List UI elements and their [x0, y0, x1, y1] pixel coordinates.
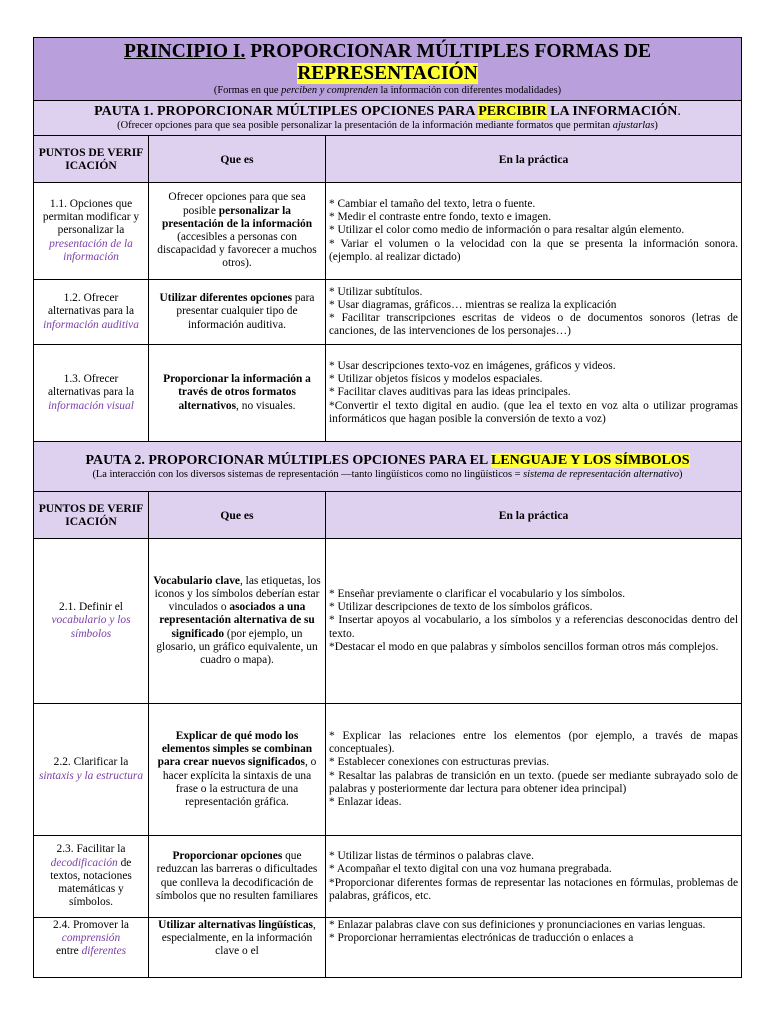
table-row-1-1 — [34, 183, 742, 280]
definition-text: Ofrecer opciones para que sea posible — [168, 191, 306, 217]
column-header-puntos: PUNTOS DE VERIFICACIÓN — [34, 492, 149, 539]
practice-2-4 — [326, 918, 742, 978]
pauta2-sub-italic: sistema de representación alternativo — [523, 468, 680, 480]
definition-text-2: para presentar cualquier tipo de información auditiva. — [176, 292, 315, 331]
practice-item: * Usar descripciones texto-voz en imágenes, gráficos y videos. — [329, 359, 616, 372]
definition-bold: Utilizar diferentes opciones — [159, 292, 292, 305]
practice-item: *Destacar el modo en que palabras y símbolos sencillos forman otros más complejos. — [329, 640, 719, 653]
checkpoint-2-2 — [34, 704, 149, 836]
principle-title — [37, 41, 738, 85]
table-row-1-2 — [34, 280, 742, 345]
practice-item: *Proporcionar diferentes formas de representar las notaciones en fórmulas, problemas de palabras, gráficos, etc. — [329, 876, 738, 902]
definition-bold: Vocabulario clave — [153, 574, 240, 587]
practice-item: * Facilitar transcripciones escritas de videos o de documentos sonoros (letras de canciones, de las intervenciones de los personajes…) — [329, 312, 738, 338]
checkpoint-text: 2.2. Clarificar la — [53, 756, 129, 769]
checkpoint-italic: sintaxis y la estructura — [38, 769, 144, 782]
column-header-row-2 — [34, 492, 742, 539]
pauta1-title-highlight: PERCIBIR — [478, 104, 547, 120]
checkpoint-text: 1.1. Opciones que permitan modificar y personalizar la — [42, 197, 140, 237]
pauta1-subtitle — [37, 120, 738, 132]
practice-item: * Utilizar descripciones de texto de los símbolos gráficos. — [329, 601, 593, 614]
principle-header-row — [34, 38, 742, 101]
table-row-2-3 — [34, 836, 742, 918]
practice-item: * Enlazar ideas. — [329, 795, 402, 808]
pauta2-header — [34, 442, 742, 492]
column-header-puntos: PUNTOS DE VERIFICACIÓN — [34, 136, 149, 183]
table-row-2-1 — [34, 539, 742, 704]
practice-item: * Enlazar palabras clave con sus definiciones y pronunciaciones en varias lenguas. — [329, 919, 706, 931]
principle-title-highlight: REPRESENTACIÓN — [297, 63, 478, 85]
practice-item: * Utilizar listas de términos o palabras clave. — [329, 850, 534, 863]
pauta2-subtitle — [37, 469, 738, 481]
document-table-wrapper — [33, 37, 741, 978]
practice-1-3 — [326, 345, 742, 442]
practice-1-2 — [326, 280, 742, 345]
pauta2-title — [37, 453, 738, 469]
definition-text-2: , no visuales. — [236, 399, 296, 412]
practice-item: * Variar el volumen o la velocidad con la que se presenta la información sonora. (ejemplo. al realizar dictado) — [329, 237, 738, 263]
checkpoint-2-3 — [34, 836, 149, 918]
practice-item: * Utilizar subtítulos. — [329, 285, 423, 298]
principle-sub-a: (Formas en que — [213, 85, 282, 97]
practice-2-1 — [326, 539, 742, 704]
checkpoint-italic: presentación de la información — [49, 237, 133, 263]
practice-item: * Establecer conexiones con estructuras previas. — [329, 756, 550, 769]
definition-bold: asociados a una representación alternativa de su significado — [159, 601, 315, 640]
checkpoint-text-2: de textos, notaciones matemáticas y símbolos. — [50, 856, 132, 909]
definition-bold: Utilizar alternativas lingüísticas — [158, 919, 313, 931]
principle-sub-c: la información con diferentes modalidades) — [377, 85, 562, 97]
practice-item: * Facilitar claves auditivas para las ideas principales. — [329, 386, 571, 399]
definition-text: , o hacer explícita la sintaxis de una frase o la estructura de una representación gráfica. — [162, 756, 317, 808]
pauta2-title-highlight: LENGUAJE Y LOS SÍMBOLOS — [491, 452, 690, 468]
checkpoint-italic-2: diferentes — [81, 945, 127, 958]
pauta1-title-a: PAUTA 1. PROPORCIONAR MÚLTIPLES OPCIONES PARA — [94, 104, 479, 120]
checkpoint-text: 1.2. Ofrecer alternativas para la — [47, 292, 134, 318]
checkpoint-text: 2.4. Promover la — [53, 919, 129, 931]
checkpoint-text-2: entre — [55, 945, 82, 958]
definition-text: (por ejemplo, un glosario, un gráfico equivalente, un cuadro o mapa). — [156, 627, 318, 666]
definition-2-2 — [149, 704, 326, 836]
practice-item: * Insertar apoyos al vocabulario, a los símbolos y a referencias desconocidas dentro del texto. — [329, 614, 738, 640]
principle-header — [34, 38, 742, 101]
definition-text: , las etiquetas, los iconos y los símbolos deberían estar vinculados o — [154, 574, 321, 614]
practice-item: * Proporcionar herramientas electrónicas de traducción o enlaces a — [329, 932, 634, 945]
checkpoint-italic: información visual — [48, 399, 134, 412]
practice-item: * Acompañar el texto digital con una voz humana pregrabada. — [329, 863, 612, 876]
definition-1-3 — [149, 345, 326, 442]
principle-sub-italic: perciben y comprenden — [281, 85, 378, 97]
column-header-practica: En la práctica — [326, 136, 742, 183]
practice-item: * Resaltar las palabras de transición en un texto. (puede ser mediante subrayado solo de palabras y posteriormente dar lectura para obtener idea principal) — [329, 769, 738, 795]
pauta1-title-d: . — [677, 104, 681, 120]
definition-bold: Explicar de qué modo los elementos simples se combinan para crear nuevos significados — [157, 729, 313, 769]
pauta1-header — [34, 101, 742, 136]
definition-2-1 — [149, 539, 326, 704]
practice-item: * Cambiar el tamaño del texto, letra o fuente. — [329, 197, 536, 210]
column-header-practica: En la práctica — [326, 492, 742, 539]
checkpoint-italic: información auditiva — [43, 318, 139, 331]
definition-text: , especialmente, en la información clave o el — [161, 919, 316, 958]
principle-title-label: PRINCIPIO I. — [124, 41, 246, 63]
column-header-que-es: Que es — [149, 136, 326, 183]
principle-subtitle — [37, 85, 738, 97]
table-row-2-2 — [34, 704, 742, 836]
definition-2-3 — [149, 836, 326, 918]
pauta1-sub-italic: ajustarlas — [612, 120, 655, 132]
definition-text-2: (accesibles a personas con discapacidad y favorecer a muchos otros). — [157, 231, 317, 270]
checkpoint-text: 1.3. Ofrecer alternativas para la — [47, 373, 134, 399]
pauta1-sub-c: ) — [654, 120, 658, 132]
checkpoint-italic: decodificación — [50, 856, 118, 869]
practice-item: * Utilizar el color como medio de información o para resaltar algún elemento. — [329, 224, 685, 237]
definition-bold: Proporcionar opciones — [172, 850, 283, 863]
pauta1-sub-a: (Ofrecer opciones para que sea posible personalizar la presentación de la información mediante formatos que permitan — [117, 120, 613, 132]
definition-2-4 — [149, 918, 326, 978]
table-row-2-4 — [34, 918, 742, 978]
column-header-row-1 — [34, 136, 742, 183]
column-header-que-es: Que es — [149, 492, 326, 539]
definition-1-2 — [149, 280, 326, 345]
pauta1-header-row — [34, 101, 742, 136]
checkpoint-italic: comprensión — [61, 932, 121, 945]
checkpoint-2-4 — [34, 918, 149, 978]
practice-item: * Utilizar objetos físicos y modelos espaciales. — [329, 373, 543, 386]
practice-item: *Convertir el texto digital en audio. (que lea el texto en voz alta o utilizar programas informáticos que hagan posible la conversión de texto a voz) — [329, 399, 738, 425]
practice-item: * Medir el contraste entre fondo, texto e imagen. — [329, 211, 552, 224]
pauta2-header-row — [34, 442, 742, 492]
checkpoint-italic: vocabulario y los símbolos — [51, 614, 131, 640]
pauta1-title — [37, 104, 738, 120]
pauta2-title-a: PAUTA 2. PROPORCIONAR MÚLTIPLES OPCIONES PARA EL — [85, 452, 491, 468]
practice-item: * Explicar las relaciones entre los elementos (por ejemplo, a través de mapas conceptuales). — [329, 729, 738, 756]
practice-2-3 — [326, 836, 742, 918]
definition-1-1 — [149, 183, 326, 280]
principle-title-text: PROPORCIONAR MÚLTIPLES FORMAS DE — [245, 41, 651, 63]
table-row-1-3 — [34, 345, 742, 442]
pauta1-title-c: LA INFORMACIÓN — [546, 104, 678, 120]
practice-1-1 — [326, 183, 742, 280]
practice-item: * Enseñar previamente o clarificar el vocabulario y los símbolos. — [329, 587, 626, 600]
checkpoint-text: 2.1. Definir el — [59, 601, 123, 614]
checkpoint-1-3 — [34, 345, 149, 442]
definition-bold: Proporcionar la información a través de otros formatos alternativos — [163, 373, 311, 412]
checkpoint-1-1 — [34, 183, 149, 280]
checkpoint-2-1 — [34, 539, 149, 704]
checkpoint-text: 2.3. Facilitar la — [56, 843, 126, 856]
principle-table — [33, 37, 742, 978]
practice-item: * Usar diagramas, gráficos… mientras se realiza la explicación — [329, 298, 617, 311]
checkpoint-1-2 — [34, 280, 149, 345]
practice-2-2 — [326, 704, 742, 836]
pauta2-sub-c: ) — [679, 468, 683, 480]
pauta2-sub-a: (La interacción con los diversos sistemas de representación —tanto lingüísticos como no lingüísticos = — [92, 468, 524, 480]
definition-bold: personalizar la presentación de la información — [161, 204, 313, 230]
definition-text: que reduzcan las barreras o dificultades que conlleva la decodificación de símbolos que no resulten familiares — [156, 850, 318, 902]
